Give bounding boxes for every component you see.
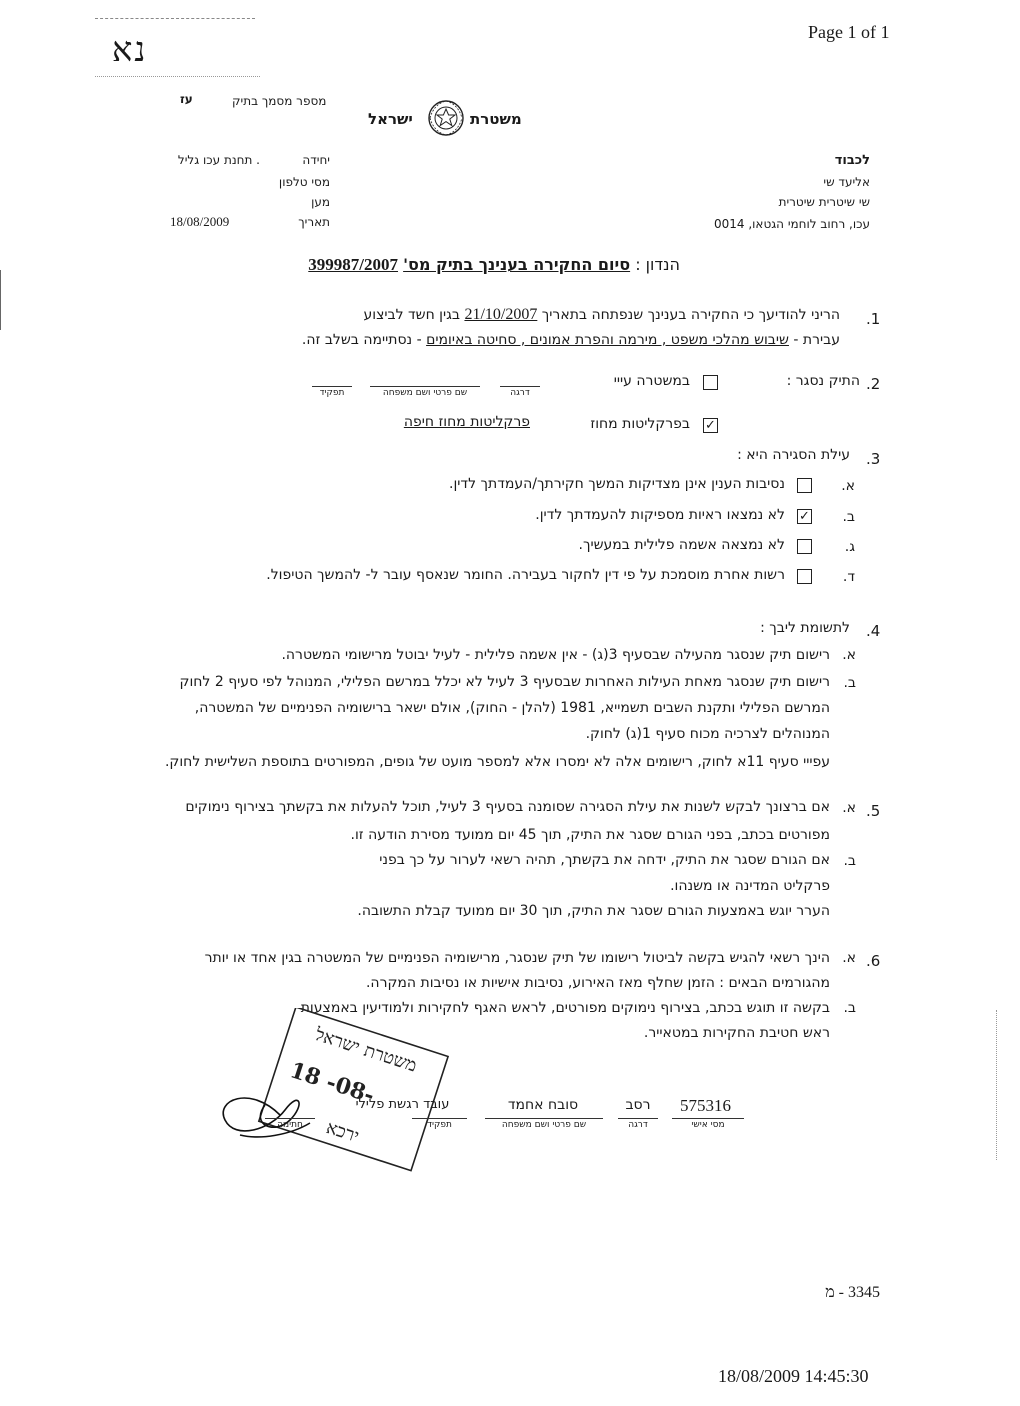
reason-b-checkbox[interactable]: ✓ [797,509,812,524]
s3-item-letter: ד. [842,569,855,585]
from-label: מען [311,195,330,209]
signer-role-label: תפקיד [427,1120,452,1130]
signer-name: סובח אחמד [507,1097,579,1113]
role-sign-fill-line [412,1118,467,1119]
unit-label: יחידה [302,153,330,167]
s5-b-line3: הערר יוגש באמצעות הגורם שסגר את התיק, תוך 30 יום ממועד קבלת התשובה. [357,903,830,919]
s5-letter-a: א. [842,800,856,816]
s3-item-letter: א. [841,478,855,494]
s1-text-a2: בגין חשד לביצוע [363,307,460,323]
signer-id-number: 575316 [680,1096,731,1115]
signer-rank-label: דרגה [628,1120,648,1130]
s6-b-line1: בקשה זו תוגש בכתב, בצירוף נימוקים מפורטים, לראש האגף לחקירות ולמודיעין באמצעות [300,1000,830,1016]
s2-prosecution-label: בפרקליטות מחוז [590,416,690,432]
corner-scan-noise-bottom [95,76,260,77]
name-fill-line [370,386,480,387]
signer-name-label: שם פרטי ושם משפחה [501,1120,587,1130]
s5-b-line1: אם הגורם שסגר את התיק, ידחה את בקשתך, תהיה רשאי לערור על כך בפני [379,852,830,868]
scan-edge-mark-right [996,1010,997,1160]
reason-d-checkbox[interactable] [797,569,812,584]
unit-value: . תחנת עכו גליל [177,153,260,167]
s1-number: .1 [866,310,881,328]
s6-a-line1: הינך רשאי להגיש בקשה לביטול רישומו של תיק שנסגר, מרישומיה הפנימיים של המשטרה בגין אחד או יותר [204,950,830,966]
recipient-org: שי שיטרית שיטרית [778,195,870,209]
s2-name-label: שם פרטי ושם משפחה [382,388,468,398]
s4-b-line4: עפייי סעיף 11א לחוק, רישומים אלה לא ימסרו אלא למספר מועט של גופים, המפורטים בתוספת השלישית לחוק. [164,754,830,770]
handwritten-signature-icon [210,1075,320,1150]
s1-text-b1: עבירת - [793,332,840,348]
id-fill-line [672,1118,744,1119]
s2-role-label: תפקיד [319,388,345,398]
s2-prosecution-value: פרקליטות מחוז חיפה [403,414,530,430]
rank-fill-line [500,386,540,387]
s1-date: 21/10/2007 [464,306,538,323]
s3-item-text: לא נמצאו ראיות מספיקות להעמדתך לדין. [535,507,785,523]
s3-item-text: לא נמצאה אשמה פלילית במעשיך. [578,537,785,553]
s5-letter-b: ב. [843,853,856,869]
reason-a-checkbox[interactable] [797,478,812,493]
s3-title: עילת הסגירה היא : [737,447,850,463]
signer-rank: רסב [625,1097,651,1113]
police-emblem-icon [426,98,466,138]
reason-c-checkbox[interactable] [797,539,812,554]
s4-b-line3: המנוהלים לצרכיה מכוח סעיף 1(ג) לחוק. [585,726,830,742]
s6-number: .6 [866,952,881,970]
s4-a-text: רישום תיק שנסגר מהעילה שבסעיף 3(ג) - אין אשמה פלילית - לעיל יבוטל מרישומי המשטרה. [281,647,830,663]
org-name-right: ישראל [368,110,413,128]
subject-case-number: 399987/2007 [308,255,399,274]
s6-b-line2: ראש חטיבת החקירות במטאייר. [643,1025,830,1041]
signature-fill-line [265,1118,315,1119]
file-ref-value: עז [180,92,193,106]
s6-a-line2: מהגורמים הבאים : הזמן שחלף מאז האירוע, נסיבות אישיות או נסיבות המקרה. [365,975,830,991]
recipient-address: עכו, רחוב לוחמי הגטאו, 0014 [713,217,870,231]
s1-line2 [200,325,840,355]
s6-letter-b: ב. [843,1000,856,1016]
s3-item-letter: ג. [844,539,855,555]
date-value: 18/08/2009 [170,214,230,229]
signer-id-label: מסי אישי [691,1120,725,1130]
s4-number: .4 [866,622,881,640]
org-name-left: משטרת [470,110,522,128]
corner-scan-noise [95,18,255,19]
s1-text-a1: הריני להודיעך כי החקירה בענינך שנפתחה בתאריך [541,307,840,323]
s5-a-line2: מפורטים בכתב, בפני הגורם שסגר את התיק, תוך 45 יום ממועד מסירת הודעה זו. [350,827,830,843]
scan-edge-mark [0,270,1,330]
s5-b-line2: פרקליט המדינה או משנהו. [670,878,830,894]
signer-role: עובד רגשת פלילי [355,1097,450,1112]
subject-label: הנדון : [635,255,680,274]
stamp-line3: ירכא [323,1117,362,1148]
corner-handwritten-mark: נא [112,30,148,70]
subject-line [240,255,680,275]
s4-b-line2: המרשם הפלילי ותקנת השבים תשמייא, 1981 (להלן - החוק), אולם ישאר ברישומיה הפנימיים של המשטרה, [194,700,830,716]
s2-number: .2 [866,375,881,393]
prosecution-closure-checkbox[interactable]: ✓ [703,418,718,433]
s4-title: לתשומת ליבך : [760,620,850,636]
s4-b-line1: רישום תיק שנסגר מאחת העילות האחרות שבסעיף 3 לעיל לא יכלל במרשם הפלילי, המנוהל לפי סעיף 2 לחוק [179,674,830,690]
s5-a-line1: אם ברצונך לבקש לשנות את עילת הסגירה שסומנה בסעיף 3 לעיל, תוכל להעלות את בקשתך בצירוף נימוקים [185,799,830,815]
form-code: 3345 - מ [825,1284,880,1301]
file-ref-label: מספר מסמך בתיק [232,94,327,108]
s4-letter-a: א. [842,647,856,663]
print-timestamp: 18/08/2009 14:45:30 [718,1366,869,1386]
s2-police-label: במשטרה עייי [613,373,690,389]
page-number-label: Page 1 of 1 [808,22,890,42]
s3-item-text: נסיבות הענין אינן מצדיקות המשך חקירתך/העמדתך לדין. [449,476,785,492]
stamp-line2: 18 -08- [286,1057,378,1109]
rank-sign-fill-line [618,1118,658,1119]
s1-text-b2: - נסתיימה בשלב זה. [301,332,422,348]
signer-sig-label: חתימה [277,1120,303,1130]
s3-item-text: רשות אחרת מוסמכת על פי דין לחקור בעבירה. החומר שנאסף עובר ל- להמשך הטיפול. [266,567,785,583]
name-sign-fill-line [485,1118,603,1119]
s1-offenses: שיבוש מהלכי משפט , מירמה והפרת אמונים , סחיטה באיומים [426,332,789,348]
s3-item-letter: ב. [842,509,855,525]
recipient-name: אליעד שי [823,175,870,189]
role-fill-line [312,386,352,387]
s3-number: .3 [866,450,881,468]
s6-letter-a: א. [842,950,856,966]
recipient-to: לכבוד [834,153,870,168]
police-closure-checkbox[interactable] [703,375,718,390]
s2-closed-label: התיק נסגר : [786,373,860,389]
s4-letter-b: ב. [843,675,856,691]
date-label: תאריך [298,215,330,229]
stamp-line1: משטרת ישראל [312,1024,420,1077]
phone-label: מסי טלפון [278,175,330,189]
s5-number: .5 [866,802,881,820]
subject-text: סיום החקירה בענינך בתיק מס' [403,255,631,274]
s2-rank-label: דרגה [510,388,530,398]
